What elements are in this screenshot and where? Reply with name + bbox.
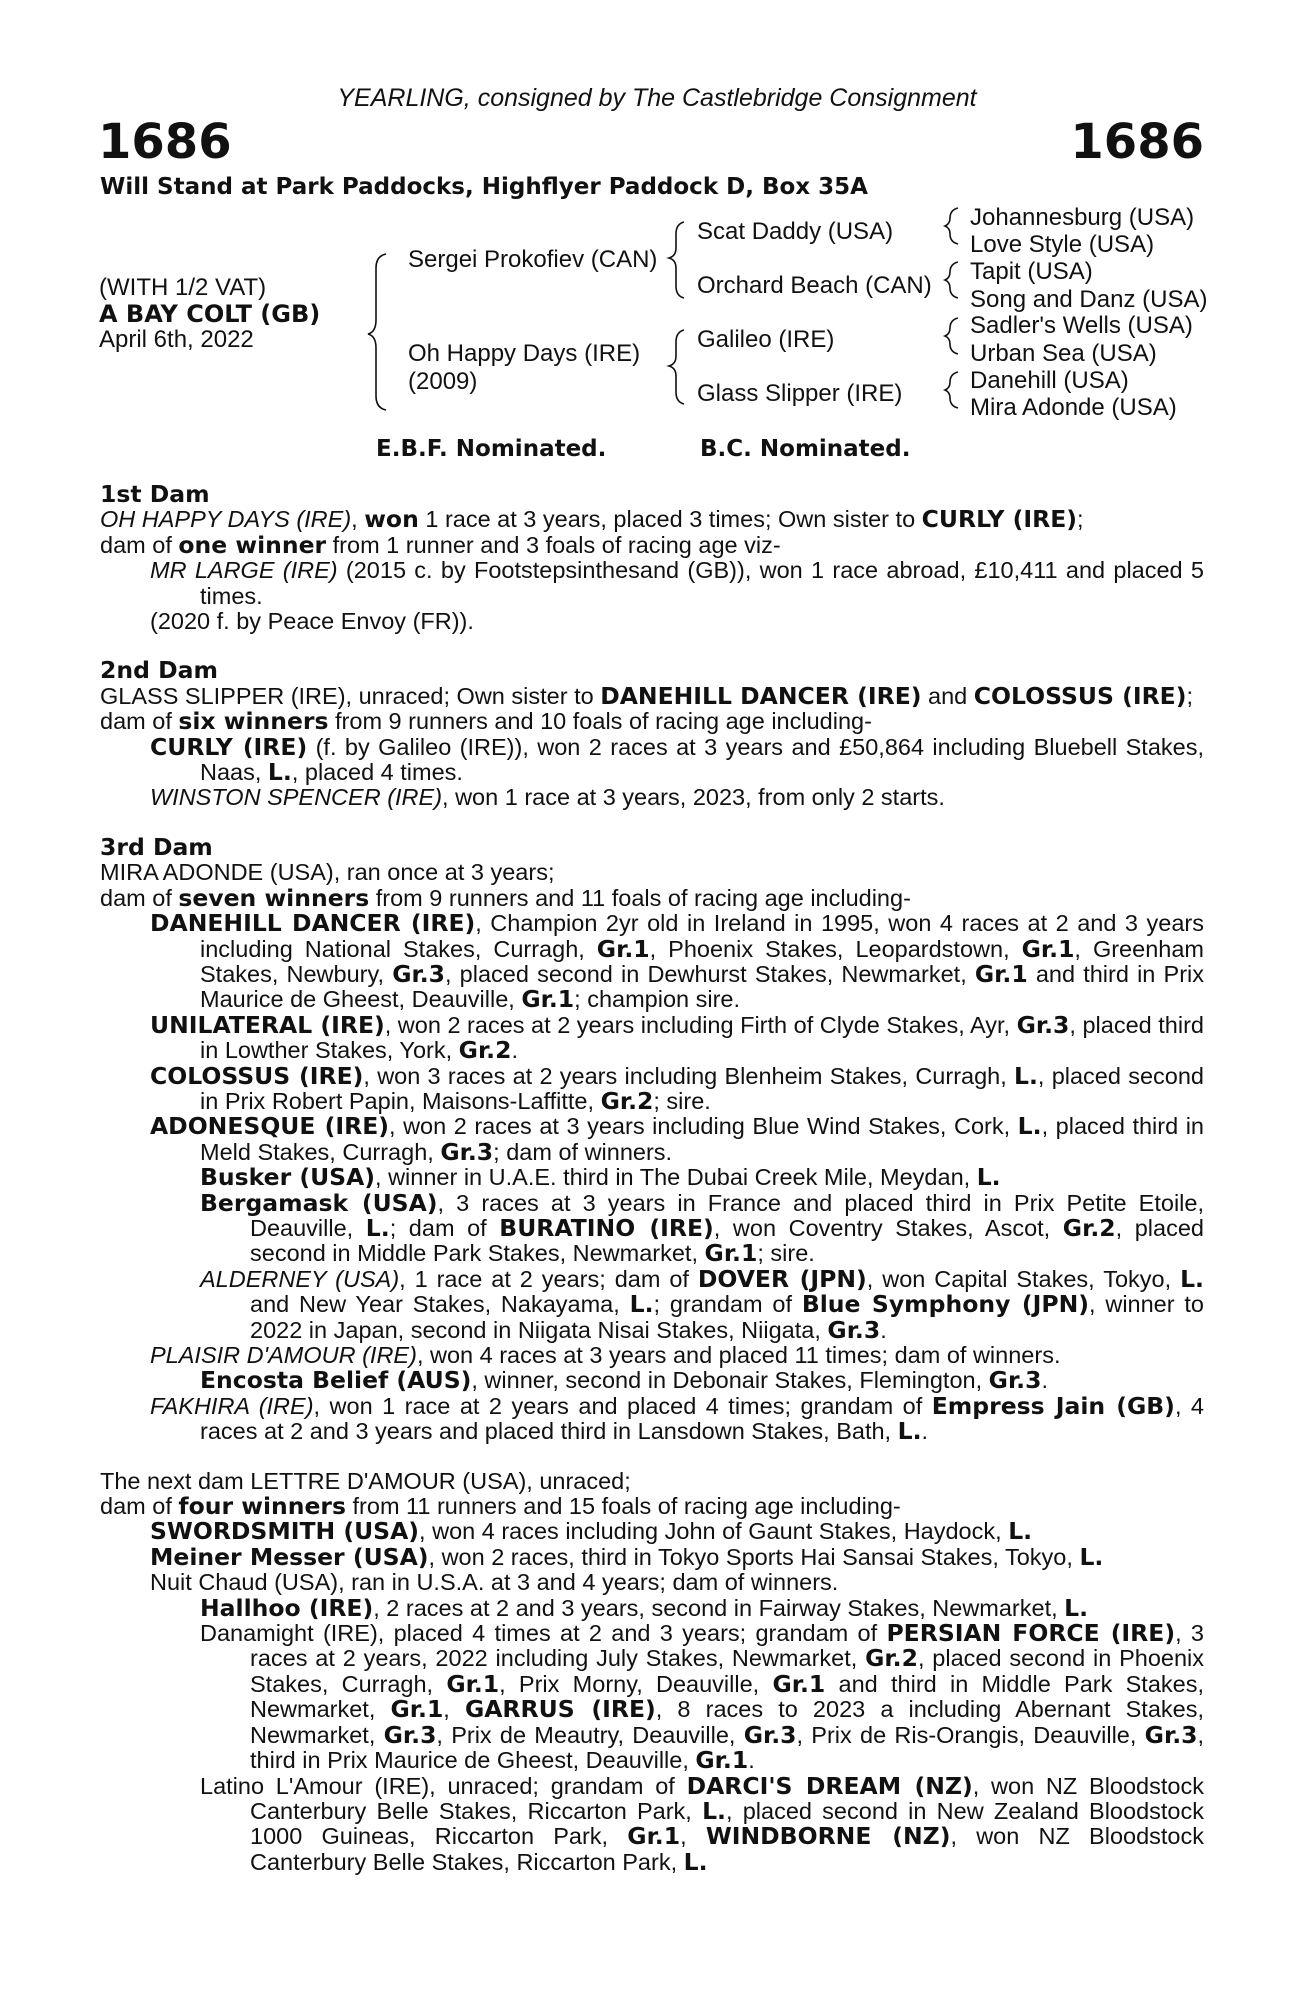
bold-run: L.: [976, 1163, 1001, 1192]
entry-line: [100, 1343, 1204, 1368]
horse-name: A BAY COLT (GB): [99, 300, 321, 328]
foaled-date: April 6th, 2022: [99, 326, 254, 353]
text-run: dam of: [100, 884, 179, 911]
text-run: , Champion 2yr old in Ireland in 1995, won 4 races at 2 and 3 years including National Stakes, Curragh,: [200, 910, 1204, 962]
bold-run: L.: [1017, 1112, 1042, 1141]
dd-dam: Mira Adonde (USA): [970, 394, 1177, 421]
italic-run: WINSTON SPENCER (IRE): [150, 784, 443, 811]
ebf-nominated: E.B.F. Nominated.: [376, 436, 607, 462]
text-run: ; sire.: [757, 1240, 815, 1267]
entry-line: [100, 1542, 1204, 1571]
italic-run: PLAISIR D'AMOUR (IRE): [150, 1342, 417, 1368]
entry-line: [100, 911, 1204, 1013]
bold-run: PERSIAN FORCE (IRE): [886, 1619, 1176, 1648]
bold-run: Busker (USA): [200, 1163, 376, 1192]
entry-line: [100, 681, 1204, 710]
text-run: , won Capital Stakes, Tokyo,: [866, 1265, 1181, 1292]
bold-run: Gr.2: [600, 1086, 654, 1115]
text-run: (f. by Galileo (IRE)), won 2 races at 3 years and £50,864 including Bluebell Stakes, Naas,: [200, 733, 1204, 786]
text-run: ;: [1186, 682, 1194, 709]
text-run: , Greenham Stakes, Newbury,: [200, 935, 1204, 987]
section-heading: 3rd Dam: [100, 832, 213, 861]
bold-run: Gr.3: [827, 1315, 881, 1344]
text-run: ; dam of: [389, 1214, 500, 1241]
bold-run: BURATINO (IRE): [499, 1213, 714, 1242]
text-run: , won Coventry Stakes, Ascot,: [713, 1214, 1063, 1241]
entry-line: [100, 1114, 1204, 1165]
bold-run: Gr.3: [743, 1720, 797, 1749]
text-run: , placed second in Prix Robert Papin, Maisons-Laffitte,: [200, 1062, 1204, 1114]
text-run: , won 3 races at 2 years including Blenheim Stakes, Curragh,: [363, 1062, 1015, 1089]
entry-line: [100, 785, 1204, 810]
vat-note: (WITH 1/2 VAT): [99, 274, 267, 301]
text-run: , winner, second in Debonair Stakes, Flemington,: [471, 1367, 989, 1394]
text-run: , placed 4 times.: [291, 759, 463, 786]
text-run: , won 4 races including John of Gaunt Stakes, Haydock,: [419, 1518, 1009, 1545]
bold-run: four winners: [178, 1492, 346, 1521]
text-run: MIRA ADONDE (USA), ran once at 3 years;: [100, 859, 555, 886]
bold-run: Gr.1: [627, 1822, 681, 1851]
bold-run: Meiner Messer (USA): [150, 1542, 429, 1571]
text-run: (2015 c. by Footstepsinthesand (GB)), won 1 race abroad, £10,411 and placed 5 times.: [200, 557, 1204, 609]
text-run: and third in Prix Maurice de Gheest, Deauville,: [200, 960, 1204, 1013]
text-run: , placed third in Meld Stakes, Curragh,: [200, 1113, 1204, 1165]
text-run: ; grandam of: [653, 1291, 802, 1318]
entry-line: [100, 609, 1204, 634]
bold-run: DARCI'S DREAM (NZ): [686, 1771, 973, 1800]
bold-run: Gr.1: [521, 985, 575, 1014]
sd-sire: Tapit (USA): [970, 258, 1093, 285]
bold-run: WINDBORNE (NZ): [705, 1822, 951, 1851]
text-run: (2020 f. by Peace Envoy (FR)).: [150, 608, 474, 635]
text-run: ,: [680, 1823, 706, 1850]
bold-run: Gr.1: [1021, 934, 1075, 963]
text-run: , won NZ Bloodstock Canterbury Belle Stakes, Riccarton Park,: [250, 1823, 1204, 1875]
text-run: , 4 races at 2 and 3 years and placed third in Lansdown Stakes, Bath,: [200, 1392, 1205, 1445]
text-run: , 8 races to 2023 a including Abernant Stakes, Newmarket,: [250, 1696, 1204, 1748]
entry-line: [100, 1519, 1204, 1544]
bold-run: Gr.3: [383, 1720, 437, 1749]
text-run: ; champion sire.: [574, 986, 741, 1013]
bold-run: L.: [897, 1417, 922, 1446]
bold-run: Gr.3: [1144, 1720, 1198, 1749]
text-run: from 9 runners and 10 foals of racing age including-: [328, 708, 872, 735]
text-run: ; sire.: [653, 1087, 711, 1114]
bold-run: Gr.1: [695, 1746, 749, 1775]
italic-run: FAKHIRA (IRE): [150, 1392, 314, 1419]
bold-run: ADONESQUE (IRE): [150, 1112, 389, 1141]
text-run: , 3 races at 2 years, 2022 including July Stakes, Newmarket,: [250, 1620, 1204, 1672]
bold-run: Gr.3: [988, 1366, 1042, 1395]
sire-dam: Orchard Beach (CAN): [697, 272, 932, 299]
text-run: , 2 races at 2 and 3 years, second in Fairway Stakes, Newmarket,: [373, 1594, 1065, 1621]
entry-line: [100, 1188, 1204, 1268]
text-run: , Prix de Meautry, Deauville,: [436, 1721, 744, 1748]
bold-run: L.: [1079, 1542, 1104, 1571]
bold-run: Gr.3: [392, 959, 445, 988]
entry-line: [100, 530, 1204, 559]
dam-sire: Galileo (IRE): [697, 326, 835, 353]
entry-line: [100, 1771, 1204, 1876]
bold-run: Gr.1: [390, 1695, 444, 1724]
dam: Oh Happy Days (IRE): [408, 340, 641, 367]
bold-run: CURLY (IRE): [921, 505, 1077, 534]
bold-run: DOVER (JPN): [697, 1264, 867, 1293]
bold-run: UNILATERAL (IRE): [150, 1010, 385, 1039]
text-run: .: [1041, 1367, 1048, 1394]
text-run: , placed third in Lowther Stakes, York,: [200, 1011, 1204, 1064]
bold-run: Gr.2: [1062, 1213, 1116, 1242]
entry-line: [100, 732, 1204, 787]
ds-dam: Urban Sea (USA): [970, 340, 1157, 367]
bold-run: L.: [1008, 1517, 1033, 1546]
ds-sire: Sadler's Wells (USA): [970, 312, 1193, 339]
text-run: .: [748, 1747, 755, 1774]
bold-run: Gr.2: [458, 1036, 512, 1065]
bold-run: Gr.1: [772, 1669, 826, 1698]
text-run: , winner to 2022 in Japan, second in Niigata Nisai Stakes, Niigata,: [250, 1291, 1204, 1343]
entry-line: [100, 709, 1204, 734]
entry-line: [100, 1469, 1204, 1494]
bold-run: L.: [683, 1847, 708, 1876]
entry-line: [100, 1264, 1204, 1344]
bold-run: GARRUS (IRE): [464, 1695, 656, 1724]
text-run: , 3 races at 3 years in France and placed third in Prix Petite Etoile, Deauville,: [250, 1189, 1204, 1241]
text-run: and third in Middle Park Stakes, Newmarket,: [250, 1670, 1204, 1723]
ss-sire: Johannesburg (USA): [970, 204, 1195, 231]
bold-run: won: [364, 505, 419, 534]
bold-run: Gr.1: [974, 959, 1028, 988]
text-run: dam of: [100, 1493, 179, 1520]
text-run: , placed second in Middle Park Stakes, Newmarket,: [250, 1214, 1204, 1267]
entry-line: [100, 507, 1204, 532]
bold-run: Blue Symphony (JPN): [801, 1290, 1089, 1319]
text-run: and: [921, 682, 974, 709]
entry-line: [100, 1165, 1204, 1190]
bold-run: L.: [629, 1290, 654, 1319]
bold-run: L.: [267, 758, 292, 787]
bold-run: Encosta Belief (AUS): [200, 1366, 472, 1395]
entry-line: [100, 1391, 1205, 1446]
bold-run: L.: [1180, 1264, 1204, 1293]
bold-run: L.: [1014, 1061, 1038, 1090]
entry-line: [100, 1010, 1204, 1065]
text-run: , Prix de Ris-Orangis, Deauville,: [796, 1721, 1145, 1748]
bold-run: COLOSSUS (IRE): [150, 1061, 364, 1090]
bold-run: Empress Jain (GB): [931, 1391, 1175, 1420]
consignment-line: YEARLING, consigned by The Castlebridge Consignment: [337, 84, 977, 112]
text-run: , won 4 races at 3 years and placed 11 times; dam of winners.: [416, 1342, 1061, 1368]
lot-number-right: 1686: [1070, 114, 1204, 170]
bold-run: Gr.2: [865, 1644, 918, 1673]
bold-run: Gr.1: [596, 934, 650, 963]
sire: Sergei Prokofiev (CAN): [408, 246, 658, 273]
text-run: .: [511, 1037, 518, 1064]
text-run: , won 2 races, third in Tokyo Sports Hai Sansai Stakes, Tokyo,: [428, 1543, 1080, 1570]
sd-dam: Song and Danz (USA): [970, 286, 1208, 313]
text-run: dam of: [100, 708, 179, 735]
bold-run: L.: [702, 1796, 726, 1825]
text-run: and New Year Stakes, Nakayama,: [250, 1291, 630, 1318]
entry-line: [100, 1061, 1204, 1115]
section-heading: 1st Dam: [100, 480, 210, 508]
dd-sire: Danehill (USA): [970, 367, 1129, 394]
bold-run: Gr.3: [1016, 1010, 1070, 1039]
text-run: , third in Prix Maurice de Gheest, Deauville,: [250, 1721, 1205, 1774]
text-run: , won 1 race at 2 years and placed 4 times; grandam of: [313, 1392, 932, 1419]
bold-run: one winner: [178, 530, 327, 559]
bold-run: DANEHILL DANCER (IRE): [150, 909, 476, 938]
entry-line: [100, 1593, 1204, 1622]
entry-line: [100, 1621, 1204, 1773]
bold-run: L.: [1064, 1593, 1089, 1622]
bold-run: Gr.3: [440, 1137, 494, 1166]
text-run: dam of: [100, 531, 179, 558]
text-run: , Phoenix Stakes, Leopardstown,: [649, 935, 1022, 962]
text-run: ,: [443, 1696, 465, 1723]
text-run: Danamight (IRE), placed 4 times at 2 and 3 years; grandam of: [200, 1620, 887, 1647]
bold-run: Gr.1: [704, 1239, 758, 1268]
text-run: from 11 runners and 15 foals of racing age including-: [346, 1493, 901, 1520]
bold-run: six winners: [178, 707, 329, 736]
bold-run: seven winners: [178, 883, 370, 912]
bold-run: Hallhoo (IRE): [200, 1593, 374, 1622]
entry-line: [100, 1494, 1204, 1519]
text-run: , placed second in New Zealand Bloodstock 1000 Guineas, Riccarton Park,: [250, 1797, 1204, 1850]
text-run: from 1 runner and 3 foals of racing age viz-: [326, 531, 781, 558]
italic-run: OH HAPPY DAYS (IRE): [100, 506, 352, 533]
italic-run: MR LARGE (IRE): [150, 557, 338, 584]
bold-run: Bergamask (USA): [200, 1188, 438, 1217]
entry-line: [100, 1368, 1204, 1393]
bold-run: COLOSSUS (IRE): [973, 681, 1187, 710]
text-run: from 9 runners and 11 foals of racing age including-: [369, 884, 911, 911]
bc-nominated: B.C. Nominated.: [700, 436, 911, 462]
section-heading: 2nd Dam: [100, 656, 218, 685]
ss-dam: Love Style (USA): [970, 231, 1155, 258]
text-run: ; dam of winners.: [493, 1138, 673, 1165]
text-run: , placed second in Phoenix Stakes, Curragh,: [250, 1645, 1205, 1697]
bold-run: L.: [365, 1213, 390, 1242]
dam-year: (2009): [408, 368, 478, 395]
text-run: .: [921, 1418, 929, 1445]
text-run: , won 2 races at 3 years including Blue Wind Stakes, Cork,: [389, 1113, 1018, 1140]
text-run: Nuit Chaud (USA), ran in U.S.A. at 3 and 4 years; dam of winners.: [150, 1569, 839, 1596]
text-run: GLASS SLIPPER (IRE), unraced; Own sister to: [100, 682, 601, 709]
stand-location: Will Stand at Park Paddocks, Highflyer Paddock D, Box 35A: [100, 174, 868, 200]
sire-sire: Scat Daddy (USA): [697, 218, 894, 245]
entry-line: [100, 1570, 1204, 1595]
entry-line: [100, 860, 1204, 885]
text-run: , Prix Morny, Deauville,: [499, 1670, 773, 1697]
italic-run: ALDERNEY (USA): [200, 1265, 400, 1292]
bold-run: CURLY (IRE): [150, 732, 308, 761]
bold-run: SWORDSMITH (USA): [150, 1517, 420, 1546]
text-run: 1 race at 3 years, placed 3 times; Own sister to: [418, 506, 922, 533]
entry-line: [100, 883, 1204, 912]
text-run: The next dam LETTRE D'AMOUR (USA), unraced;: [100, 1467, 631, 1494]
text-run: ;: [1076, 506, 1084, 533]
text-run: , won 1 race at 3 years, 2023, from only 2 starts.: [442, 784, 945, 811]
dam-dam: Glass Slipper (IRE): [697, 380, 903, 407]
text-run: , winner in U.A.E. third in The Dubai Creek Mile, Meydan,: [375, 1164, 977, 1191]
bold-run: Gr.1: [446, 1669, 500, 1698]
bold-run: DANEHILL DANCER (IRE): [600, 681, 922, 710]
text-run: , 1 race at 2 years; dam of: [399, 1265, 698, 1292]
text-run: , won NZ Bloodstock Canterbury Belle Stakes, Riccarton Park,: [250, 1772, 1204, 1824]
text-run: , placed second in Dewhurst Stakes, Newmarket,: [445, 960, 975, 987]
text-run: ,: [351, 506, 365, 533]
text-run: Latino L'Amour (IRE), unraced; grandam of: [200, 1772, 687, 1799]
lot-number-left: 1686: [98, 114, 232, 170]
text-run: , won 2 races at 2 years including Firth of Clyde Stakes, Ayr,: [384, 1011, 1017, 1038]
entry-line: [100, 558, 1204, 609]
text-run: .: [880, 1316, 887, 1343]
catalogue-body: [100, 482, 1204, 1875]
